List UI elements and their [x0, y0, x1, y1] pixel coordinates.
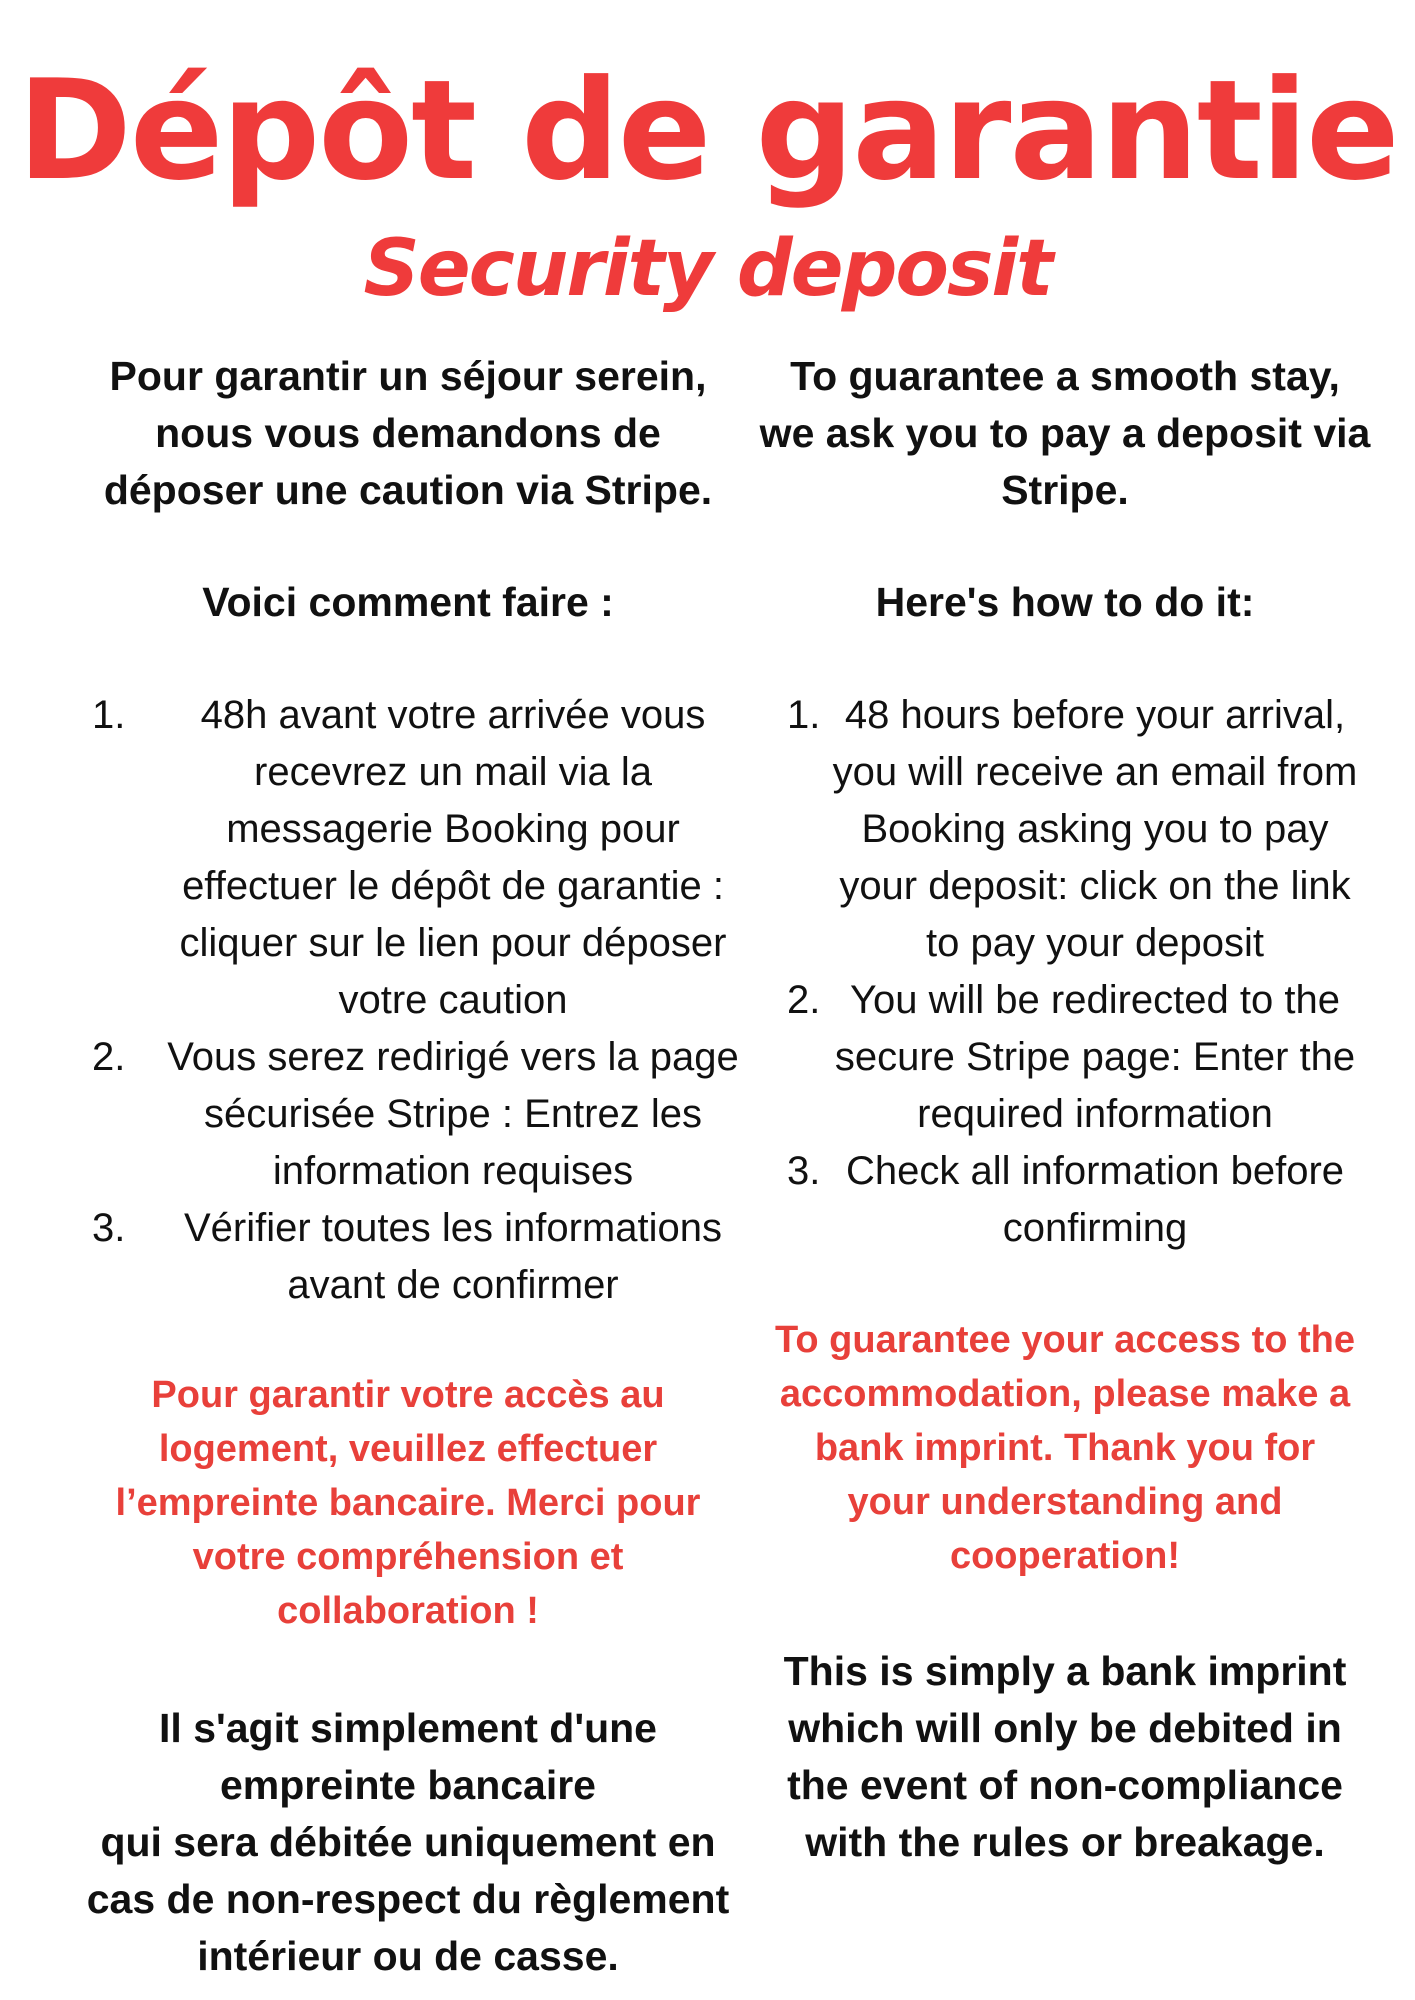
fr-step-line: votre caution: [338, 978, 568, 1022]
en-intro-line: Stripe.: [1001, 467, 1129, 513]
en-step-number: 2.: [787, 978, 821, 1022]
en-step-line: secure Stripe page: Enter the: [834, 1035, 1356, 1079]
fr-step-line: effectuer le dépôt de garantie :: [182, 864, 724, 908]
en-footer-line: the event of non-compliance: [787, 1762, 1343, 1808]
page-subtitle: Security deposit: [363, 224, 1052, 314]
fr-how-to-heading: Voici comment faire :: [202, 579, 614, 625]
fr-footer-line: Il s'agit simplement d'une: [159, 1705, 657, 1751]
fr-step-number: 1.: [92, 693, 126, 737]
en-step: [735, 687, 1395, 972]
fr-notice-line: collaboration !: [277, 1590, 539, 1632]
fr-intro-line: nous vous demandons de: [155, 410, 661, 456]
fr-step-line: information requises: [272, 1149, 634, 1193]
fr-footer-line: cas de non-respect du règlement: [86, 1876, 730, 1922]
en-how-to-heading: Here's how to do it:: [875, 579, 1255, 625]
en-step-line: you will receive an email from: [832, 750, 1358, 794]
page-title: Dépôt de garantie: [17, 50, 1398, 211]
fr-step-line: messagerie Booking pour: [226, 807, 680, 851]
fr-step-line: avant de confirmer: [287, 1263, 619, 1307]
fr-footer: [68, 1700, 748, 1985]
fr-intro: [68, 348, 748, 519]
fr-intro-line: Pour garantir un séjour serein,: [109, 353, 707, 399]
en-step-number: 3.: [787, 1149, 821, 1193]
en-footer-line: with the rules or breakage.: [805, 1819, 1325, 1865]
en-intro-line: we ask you to pay a deposit via: [759, 410, 1371, 456]
fr-intro-line: déposer une caution via Stripe.: [103, 467, 713, 513]
en-notice: [735, 1313, 1395, 1583]
en-step-line: Check all information before: [845, 1149, 1345, 1193]
fr-notice: [68, 1368, 748, 1638]
fr-step-number: 2.: [92, 1035, 126, 1079]
en-step-line: Booking asking you to pay: [861, 807, 1329, 851]
fr-step: [68, 687, 748, 1029]
en-step-number: 1.: [787, 693, 821, 737]
fr-steps-list: [68, 687, 748, 1314]
en-step-line: 48 hours before your arrival,: [844, 693, 1346, 737]
en-intro: [735, 348, 1395, 519]
fr-step-line: recevrez un mail via la: [254, 750, 652, 794]
fr-step-line: Vous serez redirigé vers la page: [167, 1035, 739, 1079]
en-step: [735, 1143, 1395, 1257]
fr-step-line: Vérifier toutes les informations: [183, 1206, 722, 1250]
fr-step: [68, 1200, 748, 1314]
en-step-line: required information: [917, 1092, 1273, 1136]
fr-step: [68, 1029, 748, 1200]
en-step: [735, 972, 1395, 1143]
en-notice-line: accommodation, please make a: [779, 1373, 1351, 1415]
en-notice-line: cooperation!: [949, 1535, 1181, 1577]
en-step-line: to pay your deposit: [926, 921, 1264, 965]
fr-notice-line: Pour garantir votre accès au: [151, 1374, 665, 1416]
en-step-line: your deposit: click on the link: [839, 864, 1351, 908]
fr-step-line: 48h avant votre arrivée vous: [200, 693, 706, 737]
en-step-line: You will be redirected to the: [850, 978, 1340, 1022]
en-intro-line: To guarantee a smooth stay,: [790, 353, 1340, 399]
fr-footer-line: intérieur ou de casse.: [197, 1933, 619, 1979]
fr-notice-line: votre compréhension et: [192, 1536, 624, 1578]
fr-step-line: sécurisée Stripe : Entrez les: [204, 1092, 702, 1136]
en-footer-line: which will only be debited in: [788, 1705, 1342, 1751]
fr-notice-line: l’empreinte bancaire. Merci pour: [115, 1482, 701, 1524]
fr-step-line: cliquer sur le lien pour déposer: [179, 921, 727, 965]
en-notice-line: To guarantee your access to the: [774, 1319, 1356, 1361]
en-footer: [735, 1643, 1395, 1871]
fr-notice-line: logement, veuillez effectuer: [158, 1428, 658, 1470]
fr-step-number: 3.: [92, 1206, 126, 1250]
en-notice-line: bank imprint. Thank you for: [814, 1427, 1316, 1469]
en-footer-line: This is simply a bank imprint: [783, 1648, 1347, 1694]
en-notice-line: your understanding and: [847, 1481, 1283, 1523]
fr-footer-line: empreinte bancaire: [220, 1762, 596, 1808]
fr-footer-line: qui sera débitée uniquement en: [100, 1819, 716, 1865]
en-steps-list: [735, 687, 1395, 1257]
en-step-line: confirming: [1002, 1206, 1188, 1250]
